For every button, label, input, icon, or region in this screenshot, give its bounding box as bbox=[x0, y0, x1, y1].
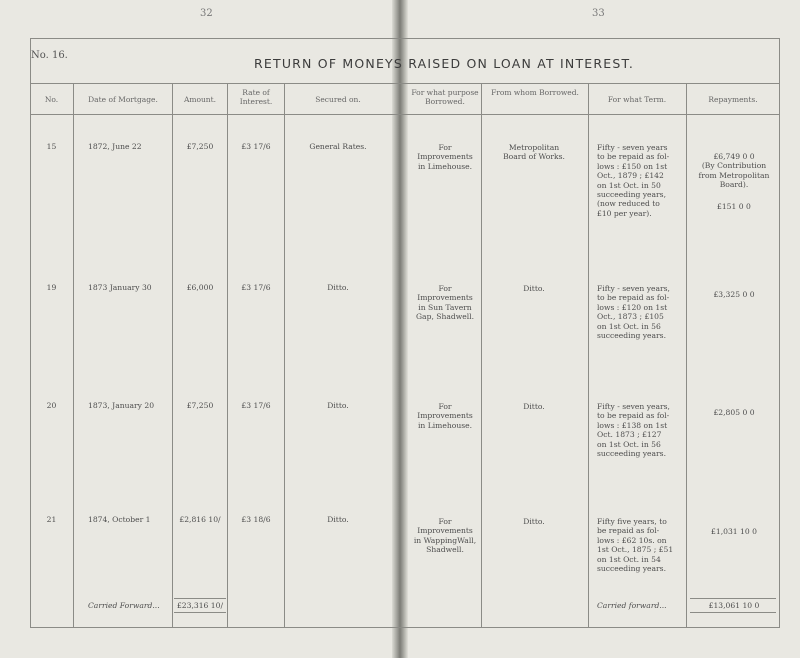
row-21-secured: Ditto. bbox=[327, 515, 349, 524]
column-rule bbox=[172, 83, 173, 628]
row-20-secured: Ditto. bbox=[327, 401, 349, 410]
row-15-amount: £7,250 bbox=[186, 142, 214, 151]
page-number-left: 32 bbox=[200, 8, 213, 19]
total-rule bbox=[690, 612, 776, 613]
row-15-rate: £3 17/6 bbox=[241, 142, 271, 151]
frame-right-rule bbox=[779, 38, 780, 628]
total-amount: £23,316 10/ bbox=[176, 601, 224, 610]
total-rule bbox=[690, 598, 776, 599]
row-20-purpose: For Improvements in Limehouse. bbox=[417, 402, 473, 430]
page-title: RETURN OF MONEYS RAISED ON LOAN AT INTEREST. bbox=[254, 56, 635, 71]
row-20-repayment: £2,805 0 0 bbox=[713, 408, 755, 417]
row-15-term: Fifty - seven years to be repaid as fol- lows : £150 on 1st Oct., 1879 ; £142 on 1st Oct. in 50 succeeding years, (now reduced to £10 per year). bbox=[597, 143, 670, 218]
row-15-repayment-2: £151 0 0 bbox=[717, 202, 751, 211]
row-19-date: 1873 January 30 bbox=[88, 283, 152, 292]
row-19-rate: £3 17/6 bbox=[241, 283, 271, 292]
row-15-whom: Metropolitan Board of Works. bbox=[503, 143, 565, 162]
row-19-amount: £6,000 bbox=[186, 283, 214, 292]
frame-bottom-rule bbox=[30, 627, 780, 628]
row-21-term: Fifty five years, to be repaid as fol- lows : £62 10s. on 1st Oct., 1875 ; £51 on 1st Oct. in 54 succeeding years. bbox=[597, 517, 674, 574]
total-rule bbox=[174, 612, 226, 613]
row-21-repayment: £1,031 10 0 bbox=[711, 527, 757, 536]
column-rule bbox=[227, 83, 228, 628]
row-19-whom: Ditto. bbox=[523, 284, 545, 293]
row-21-purpose: For Improvements in WappingWall, Shadwell. bbox=[413, 517, 477, 555]
total-repayments: £13,061 10 0 bbox=[708, 601, 760, 610]
row-19-repayment: £3,325 0 0 bbox=[713, 290, 755, 299]
header-top-rule bbox=[30, 83, 780, 84]
header-repayments: Repayments. bbox=[708, 95, 758, 104]
header-secured: Secured on. bbox=[315, 95, 361, 104]
row-19-secured: Ditto. bbox=[327, 283, 349, 292]
row-21-amount: £2,816 10/ bbox=[179, 515, 221, 524]
frame-top-rule bbox=[30, 38, 780, 39]
row-19-term: Fifty - seven years, to be repaid as fol- lows : £120 on 1st Oct., 1873 ; £105 on 1st Oct. in 56 succeeding years. bbox=[597, 284, 670, 341]
carried-forward-right-label: Carried forward... bbox=[597, 601, 667, 610]
header-amount: Amount. bbox=[183, 95, 217, 104]
row-20-whom: Ditto. bbox=[523, 402, 545, 411]
row-21-date: 1874, October 1 bbox=[88, 515, 151, 524]
row-15-secured: General Rates. bbox=[309, 142, 367, 151]
frame-left-rule bbox=[30, 38, 31, 628]
total-rule bbox=[174, 598, 226, 599]
row-15-purpose: For Improvements in Limehouse. bbox=[417, 143, 473, 171]
header-term: For what Term. bbox=[607, 95, 667, 104]
row-19-no: 19 bbox=[46, 283, 57, 292]
row-15-date: 1872, June 22 bbox=[88, 142, 142, 151]
row-20-amount: £7,250 bbox=[186, 401, 214, 410]
row-20-date: 1873, January 20 bbox=[88, 401, 155, 410]
header-no: No. bbox=[44, 95, 59, 104]
row-20-term: Fifty - seven years, to be repaid as fol- lows : £138 on 1st Oct. 1873 ; £127 on 1st Oct. in 56 succeeding years. bbox=[597, 402, 670, 459]
row-15-repayment: £6,749 0 0 (By Contribution from Metropolitan Board). bbox=[698, 152, 770, 190]
header-purpose: For what purpose Borrowed. bbox=[411, 88, 479, 106]
column-rule bbox=[588, 83, 589, 628]
column-rule bbox=[284, 83, 285, 628]
row-21-no: 21 bbox=[46, 515, 57, 524]
book-gutter bbox=[392, 0, 408, 658]
column-rule bbox=[481, 83, 482, 628]
carried-forward-left-label: Carried Forward... bbox=[88, 601, 160, 610]
header-whom: From whom Borrowed. bbox=[491, 88, 579, 97]
row-19-purpose: For Improvements in Sun Tavern Gap, Shadwell. bbox=[415, 284, 475, 322]
row-21-whom: Ditto. bbox=[523, 517, 545, 526]
row-15-no: 15 bbox=[46, 142, 57, 151]
header-bottom-rule bbox=[30, 114, 780, 115]
page-number-right: 33 bbox=[592, 8, 605, 19]
document-number: No. 16. bbox=[31, 50, 68, 61]
header-rate: Rate of Interest. bbox=[239, 88, 273, 106]
column-rule bbox=[73, 83, 74, 628]
column-rule bbox=[686, 83, 687, 628]
header-date: Date of Mortgage. bbox=[88, 95, 158, 104]
row-20-no: 20 bbox=[46, 401, 57, 410]
row-21-rate: £3 18/6 bbox=[241, 515, 271, 524]
row-20-rate: £3 17/6 bbox=[241, 401, 271, 410]
